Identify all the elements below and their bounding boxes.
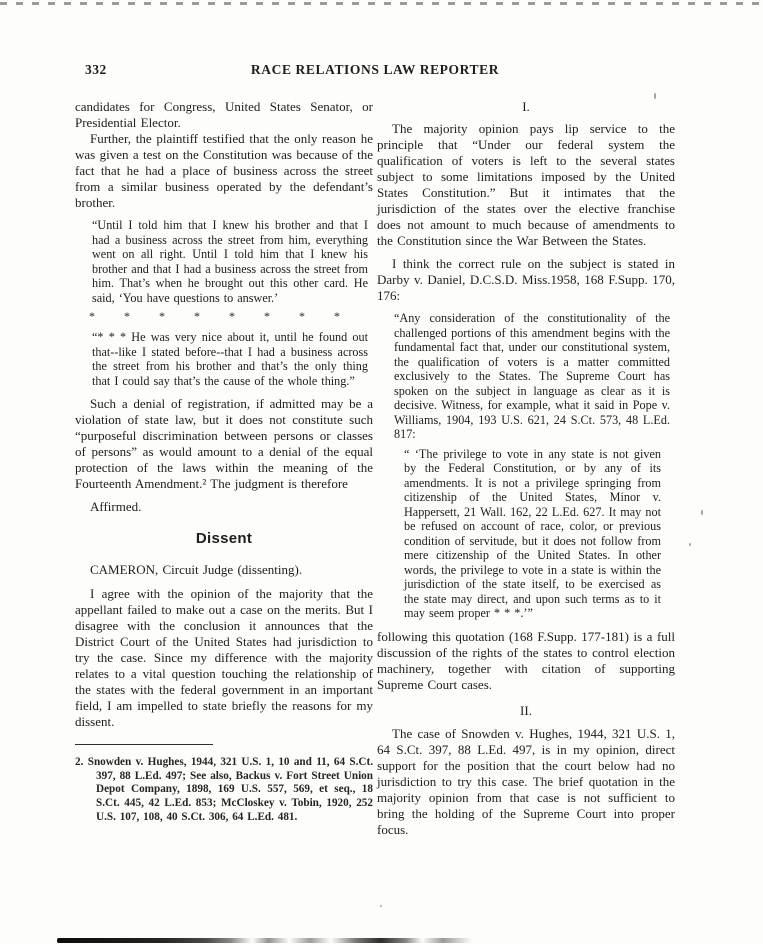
scan-edge-dashes	[0, 2, 763, 5]
paragraph-snowden: The case of Snowden v. Hughes, 1944, 321 U.S. 1, 64 S.Ct. 397, 88 L.Ed. 497, is in my opinion, direct support for the position that the court below had no jurisdiction to try this case. The brief quotation in the majority opinion from that case is not sufficient to bring the holding of the Supreme Court into proper focus.	[377, 725, 675, 837]
section-heading-2: II.	[520, 702, 532, 718]
footnote-text: Snowden v. Hughes, 1944, 321 U.S. 1, 10 and 11, 64 S.Ct. 397, 88 L.Ed. 497; See also, Backus v. Fort Street Union Depot Company, 1898, 169 U.S. 557, 569, et seq., 18 S.Ct. 445, 42 L.Ed. 853; McCloskey v. Tobin, 1920, 252 U.S. 107, 108, 40 S.Ct. 306, 64 L.Ed. 481.	[87, 756, 374, 823]
scan-speck	[654, 93, 656, 99]
scan-speck	[689, 543, 691, 546]
paragraph-affirmed: Affirmed.	[90, 499, 142, 514]
paragraph-following: following this quotation (168 F.Supp. 177-181) is a full discussion of the rights of the states to control election machinery, together with citation of supporting Supreme Court cases.	[377, 628, 675, 692]
scan-speck	[380, 905, 382, 907]
left-column	[75, 99, 373, 835]
block-quote-nice: “* * * He was very nice about it, until he found out that--like I stated before--that I had a business across the street from his brother and that’s the only thing that I could say that’s the cause of the whole thing.”	[92, 330, 368, 388]
section-heading-1: I.	[522, 99, 530, 114]
star-separator: * * * * * * * *	[89, 309, 340, 323]
paragraph-continuation: candidates for Congress, United States Senator, or Presidential Elector.	[75, 99, 373, 130]
right-column	[377, 99, 675, 838]
footnote-marker: 2.	[75, 756, 84, 769]
footnote-2	[75, 756, 373, 824]
page-number: 332	[85, 62, 107, 77]
scan-speck	[701, 510, 703, 515]
paragraph-cameron: CAMERON, Circuit Judge (dissenting).	[90, 562, 303, 577]
paragraph-agree: I agree with the opinion of the majority that the appellant failed to make out a case on the merits. But I disagree with the conclusion it announces that the District Court of the United States had jurisdiction to try the case. Since my difference with the majority relates to a vital question touching the relationship of the states with the federal government in an important field, I am impelled to state briefly the reasons for my dissent.	[75, 586, 373, 729]
block-quote-consideration: “Any consideration of the constitutionality of the challenged portions of this amendment begins with the fundamental fact that, under our constitutional system, the qualification of voters is a matter committed exclusively to the States. The Supreme Court has spoken on the subject in language as clear as it is decisive. Witness, for example, what it said in Pope v. Williams, 1904, 193 U.S. 621, 24 S.Ct. 573, 48 L.Ed. 817:	[394, 311, 670, 441]
paragraph-think: I think the correct rule on the subject is stated in Darby v. Daniel, D.C.S.D. Miss.1958, 168 F.Supp. 170, 176:	[377, 256, 675, 303]
block-quote-privilege: “ ‘The privilege to vote in any state is not given by the Federal Constitution, or by any of its amendments. It is not a privilege springing from citizenship of the United States, Minor v. Happersett, 21 Wall. 162, 22 L.Ed. 627. It may not be refused on account of race, color, or previous condition of servitude, but it does not follow from mere citizenship of the United States. In other words, the privilege to vote in a state is within the jurisdiction of the state itself, to be exercised as the state may direct, and upon such terms as to it may seem proper * * *.’”	[404, 446, 661, 620]
block-quote-until: “Until I told him that I knew his brother and that I had a business across the street from him, everything went on all right. Until I told him that I knew his brother and that I had a business across the street from him. That’s when he brought out this other card. He said, ‘You have questions to answer.’	[92, 218, 368, 305]
journal-title: RACE RELATIONS LAW REPORTER	[250, 62, 500, 77]
paragraph-majority: The majority opinion pays lip service to the principle that “Under our federal system the qualification of voters is left to the several states subject to some limitations imposed by the United States Constitution.” But it intimates that the jurisdiction of the states over the elective franchise does not amount to much because of amendments to the Constitution since the War Between the States.	[377, 121, 675, 248]
paragraph-further: Further, the plaintiff testified that the only reason he was given a test on the Constitution was because of the fact that he had a place of business across the street from a similar business operated by the defendant’s brother.	[75, 131, 373, 210]
dissent-heading: Dissent	[195, 530, 253, 547]
scan-bottom-smudge	[57, 938, 472, 943]
footnote-rule	[75, 744, 213, 745]
paragraph-denial: Such a denial of registration, if admitted may be a violation of state law, but it does not constitute such “purposeful discrimination between persons or classes of persons” as would amount to a denial of the equal protection of the laws within the meaning of the Fourteenth Amendment.² The judgment is therefore	[75, 396, 373, 491]
